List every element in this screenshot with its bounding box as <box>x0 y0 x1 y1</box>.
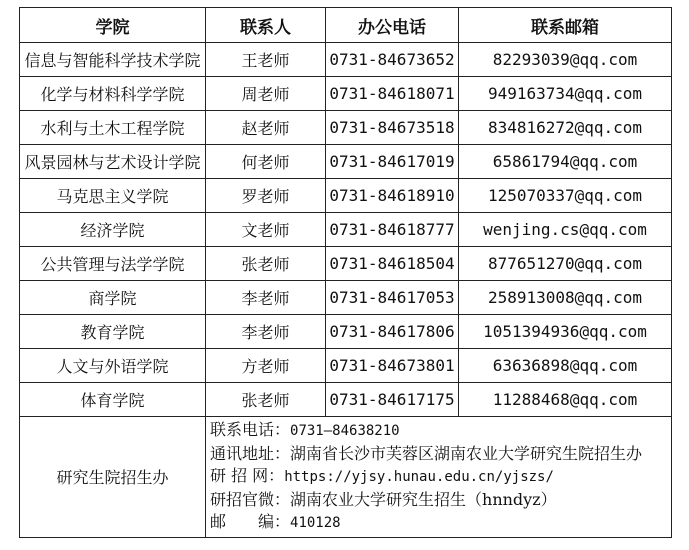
cell-college: 人文与外语学院 <box>20 349 206 383</box>
info-value: 湖南农业大学研究生招生（hnndyz） <box>290 489 557 509</box>
header-row <box>20 8 672 43</box>
cell-office-phone: 0731-84618910 <box>326 179 459 213</box>
table-row <box>20 213 672 247</box>
cell-office-phone: 0731-84673652 <box>326 43 459 77</box>
header-office-phone: 办公电话 <box>326 8 459 43</box>
cell-contact: 方老师 <box>206 349 326 383</box>
info-line-website <box>210 465 667 489</box>
cell-college: 水利与土木工程学院 <box>20 111 206 145</box>
table-row <box>20 145 672 179</box>
cell-office-phone: 0731-84618777 <box>326 213 459 247</box>
cell-college: 风景园林与艺术设计学院 <box>20 145 206 179</box>
header-college: 学院 <box>20 8 206 43</box>
info-label: 研 招 网： <box>210 466 285 485</box>
cell-office-phone: 0731-84618071 <box>326 77 459 111</box>
contact-table <box>19 7 672 538</box>
cell-office-phone: 0731-84673518 <box>326 111 459 145</box>
table-row <box>20 349 672 383</box>
info-label: 通讯地址： <box>210 443 291 463</box>
cell-office-phone: 0731-84618504 <box>326 247 459 281</box>
cell-email[interactable]: 258913008@qq.com <box>459 281 672 315</box>
cell-email[interactable]: 877651270@qq.com <box>459 247 672 281</box>
info-line-wechat <box>210 489 667 512</box>
table-row <box>20 247 672 281</box>
cell-contact: 罗老师 <box>206 179 326 213</box>
cell-college: 公共管理与法学学院 <box>20 247 206 281</box>
cell-college: 马克思主义学院 <box>20 179 206 213</box>
header-email: 联系邮箱 <box>459 8 672 43</box>
cell-email[interactable]: 949163734@qq.com <box>459 77 672 111</box>
table-row <box>20 179 672 213</box>
admissions-office-row <box>20 417 672 538</box>
cell-contact: 张老师 <box>206 247 326 281</box>
cell-email[interactable]: 1051394936@qq.com <box>459 315 672 349</box>
info-value-link[interactable]: https://yjsy.hunau.edu.cn/yjszs/ <box>284 469 554 485</box>
info-line-postcode <box>210 511 667 535</box>
cell-contact: 李老师 <box>206 281 326 315</box>
cell-email[interactable]: 834816272@qq.com <box>459 111 672 145</box>
cell-email[interactable]: 65861794@qq.com <box>459 145 672 179</box>
cell-college: 商学院 <box>20 281 206 315</box>
cell-email[interactable]: 11288468@qq.com <box>459 383 672 417</box>
cell-office-phone: 0731-84617806 <box>326 315 459 349</box>
cell-contact: 赵老师 <box>206 111 326 145</box>
cell-college: 信息与智能科学技术学院 <box>20 43 206 77</box>
cell-college: 体育学院 <box>20 383 206 417</box>
info-label: 研招官微： <box>210 489 291 509</box>
cell-office-phone: 0731-84673801 <box>326 349 459 383</box>
cell-contact: 文老师 <box>206 213 326 247</box>
cell-contact: 王老师 <box>206 43 326 77</box>
cell-college: 化学与材料科学学院 <box>20 77 206 111</box>
info-line-phone <box>210 419 667 443</box>
table-row <box>20 281 672 315</box>
cell-contact: 张老师 <box>206 383 326 417</box>
info-label: 联系电话： <box>210 420 291 439</box>
cell-contact: 周老师 <box>206 77 326 111</box>
header-contact: 联系人 <box>206 8 326 43</box>
table-row <box>20 383 672 417</box>
cell-email[interactable]: 125070337@qq.com <box>459 179 672 213</box>
cell-contact: 李老师 <box>206 315 326 349</box>
info-value: 湖南省长沙市芙蓉区湖南农业大学研究生院招生办 <box>290 443 643 463</box>
cell-email[interactable]: 82293039@qq.com <box>459 43 672 77</box>
cell-college: 教育学院 <box>20 315 206 349</box>
info-line-address <box>210 443 667 466</box>
table-row <box>20 77 672 111</box>
cell-office-phone: 0731-84617175 <box>326 383 459 417</box>
cell-email[interactable]: wenjing.cs@qq.com <box>459 213 672 247</box>
table-body <box>20 43 672 538</box>
cell-office-phone: 0731-84617019 <box>326 145 459 179</box>
info-value: 0731—84638210 <box>290 423 400 439</box>
table-row <box>20 111 672 145</box>
cell-office-phone: 0731-84617053 <box>326 281 459 315</box>
table-row <box>20 315 672 349</box>
cell-email[interactable]: 63636898@qq.com <box>459 349 672 383</box>
info-value: 410128 <box>290 515 341 531</box>
cell-contact: 何老师 <box>206 145 326 179</box>
admissions-office-name: 研究生院招生办 <box>20 417 206 538</box>
info-label: 邮 编： <box>210 512 291 531</box>
admissions-office-info <box>206 417 672 538</box>
cell-college: 经济学院 <box>20 213 206 247</box>
table-row <box>20 43 672 77</box>
